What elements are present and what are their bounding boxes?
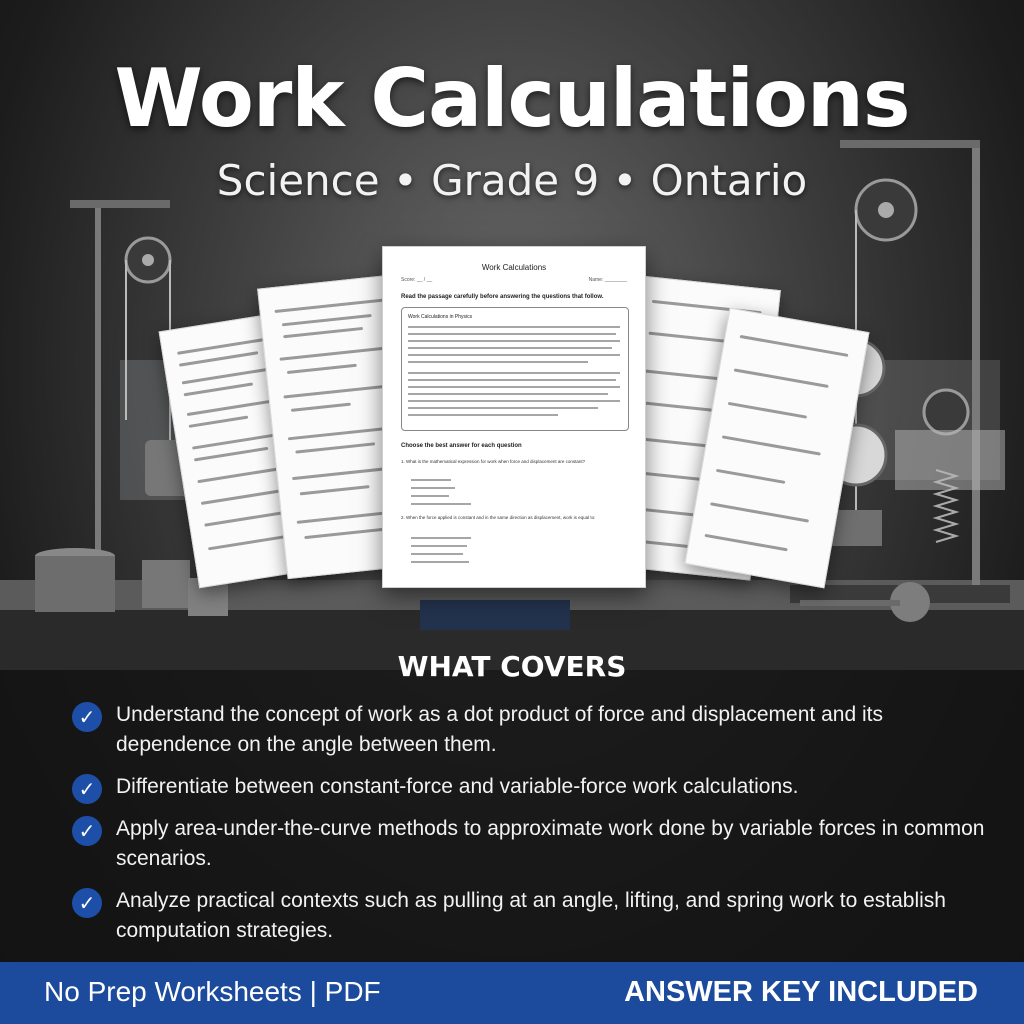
covers-heading: WHAT COVERS <box>397 650 627 683</box>
worksheet-section-heading: Choose the best answer for each question <box>401 443 522 449</box>
worksheet-page-front <box>382 246 646 588</box>
worksheet-score-label: Score: __ / __ <box>401 277 433 283</box>
cover-item-text: Differentiate between constant-force and variable-force work calculations. <box>116 775 799 798</box>
check-circle-icon: ✓ <box>72 702 102 732</box>
reading-passage-title: Work Calculations in Physics <box>408 314 473 320</box>
reading-passage-box <box>401 307 629 431</box>
footer-bar <box>0 962 1024 1024</box>
list-item <box>72 814 992 874</box>
footer-answer-key-label: ANSWER KEY INCLUDED <box>624 976 978 1008</box>
covers-list <box>72 700 992 958</box>
page-title: Work Calculations <box>114 52 910 145</box>
worksheet-name-label: Name: ________ <box>588 277 627 283</box>
worksheet-question-1: 1. What is the mathematical expression for work when force and displacement are constant? <box>401 459 586 464</box>
worksheet-question-2: 2. When the force applied is constant and in the same direction as displacement, work is equal to: <box>401 515 596 520</box>
worksheet-instruction: Read the passage carefully before answering the questions that follow. <box>401 294 604 300</box>
check-circle-icon: ✓ <box>72 816 102 846</box>
list-item <box>72 886 992 946</box>
list-item <box>72 772 992 802</box>
check-circle-icon: ✓ <box>72 888 102 918</box>
worksheet-title: Work Calculations <box>481 263 547 272</box>
list-item <box>72 700 992 760</box>
page-subtitle: Science • Grade 9 • Ontario <box>216 156 808 205</box>
cover-item-text: Apply area-under-the-curve methods to approximate work done by variable forces in common scenarios. <box>116 817 985 870</box>
check-circle-icon: ✓ <box>72 774 102 804</box>
cover-item-text: Understand the concept of work as a dot product of force and displacement and its dependence on the angle between them. <box>116 703 883 756</box>
cover-item-text: Analyze practical contexts such as pulling at an angle, lifting, and spring work to establish computation strategies. <box>116 889 946 942</box>
footer-product-format: No Prep Worksheets | PDF <box>44 976 381 1007</box>
